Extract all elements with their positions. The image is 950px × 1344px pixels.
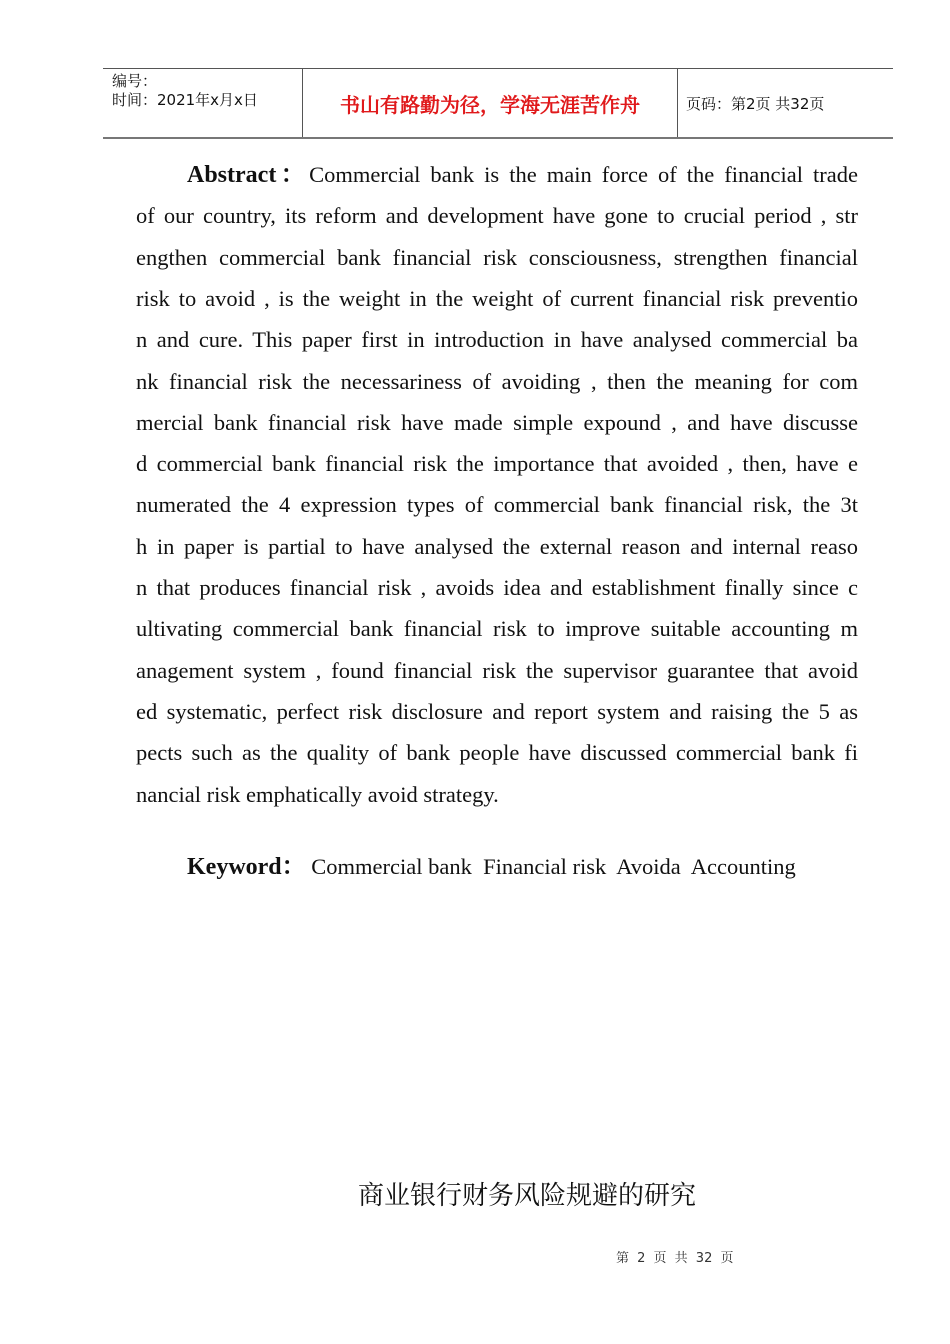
abstract-label: Abstract： (187, 162, 310, 188)
header-page-info: 页码：第2页 共32页 (686, 94, 825, 113)
header-motto: 书山有路勤为径，学海无涯苦作舟 (303, 69, 678, 137)
abstract-line (136, 325, 858, 355)
abstract-line-text: n that produces financial risk , avoids idea and establishment finally since c (136, 575, 858, 600)
abstract-line (136, 367, 858, 397)
abstract-line (136, 408, 858, 438)
abstract-line-text: nk financial risk the necessariness of avoiding , then the meaning for com (136, 368, 858, 394)
abstract-line (136, 614, 858, 644)
keywords (187, 852, 796, 882)
abstract-line-text: anagement system , found financial risk the supervisor guarantee that avoid (136, 657, 858, 683)
page-header (103, 68, 893, 139)
abstract-line-text: numerated the 4 expression types of commercial bank financial risk, the 3t (136, 492, 858, 518)
abstract-line-text: d commercial bank financial risk the importance that avoided , then, have e (136, 451, 858, 477)
abstract-line (136, 738, 858, 768)
abstract-line-text: h in paper is partial to have analysed the external reason and internal reaso (136, 533, 858, 559)
abstract-line-text: engthen commercial bank financial risk consciousness, strengthen financial (136, 244, 858, 270)
abstract-line-text: ultivating commercial bank financial risk to improve suitable accounting m (136, 616, 858, 642)
abstract-line-text: risk to avoid , is the weight in the weight of current financial risk preventio (136, 285, 858, 311)
abstract-line-text: pects such as the quality of bank people have discussed commercial bank fi (136, 740, 858, 766)
abstract-line (136, 201, 858, 231)
abstract-line-text: nancial risk emphatically avoid strategy. (136, 781, 499, 807)
keyword-text: Commercial bank Financial risk Avoida Accounting (305, 854, 796, 879)
abstract-line (136, 284, 858, 314)
abstract-line-text: ed systematic, perfect risk disclosure and report system and raising the 5 as (136, 698, 858, 724)
abstract-line-text: Commercial bank is the main force of the financial trade (309, 162, 858, 187)
keyword-label: Keyword： (187, 854, 306, 880)
time-label: 时间：2021年x月x日 (112, 91, 258, 109)
page-footer: 第 2 页 共 32 页 (616, 1251, 734, 1266)
abstract-line (187, 160, 858, 190)
abstract-line-text: mercial bank financial risk have made simple expound , and have discusse (136, 409, 858, 435)
abstract-line-text: of our country, its reform and development have gone to crucial period , str (136, 203, 858, 229)
abstract-line (136, 780, 858, 810)
header-info-cell (103, 69, 303, 137)
abstract-line (136, 449, 858, 479)
abstract-line (136, 532, 858, 562)
chinese-title: 商业银行财务风险规避的研究 (357, 1181, 696, 1211)
abstract-line (136, 656, 858, 686)
number-label: 编号： (112, 72, 158, 90)
abstract-line (136, 573, 858, 603)
abstract-line (136, 243, 858, 273)
abstract-line-text: n and cure. This paper first in introduction in have analysed commercial ba (136, 327, 858, 353)
abstract-line (136, 490, 858, 520)
abstract-line (136, 697, 858, 727)
